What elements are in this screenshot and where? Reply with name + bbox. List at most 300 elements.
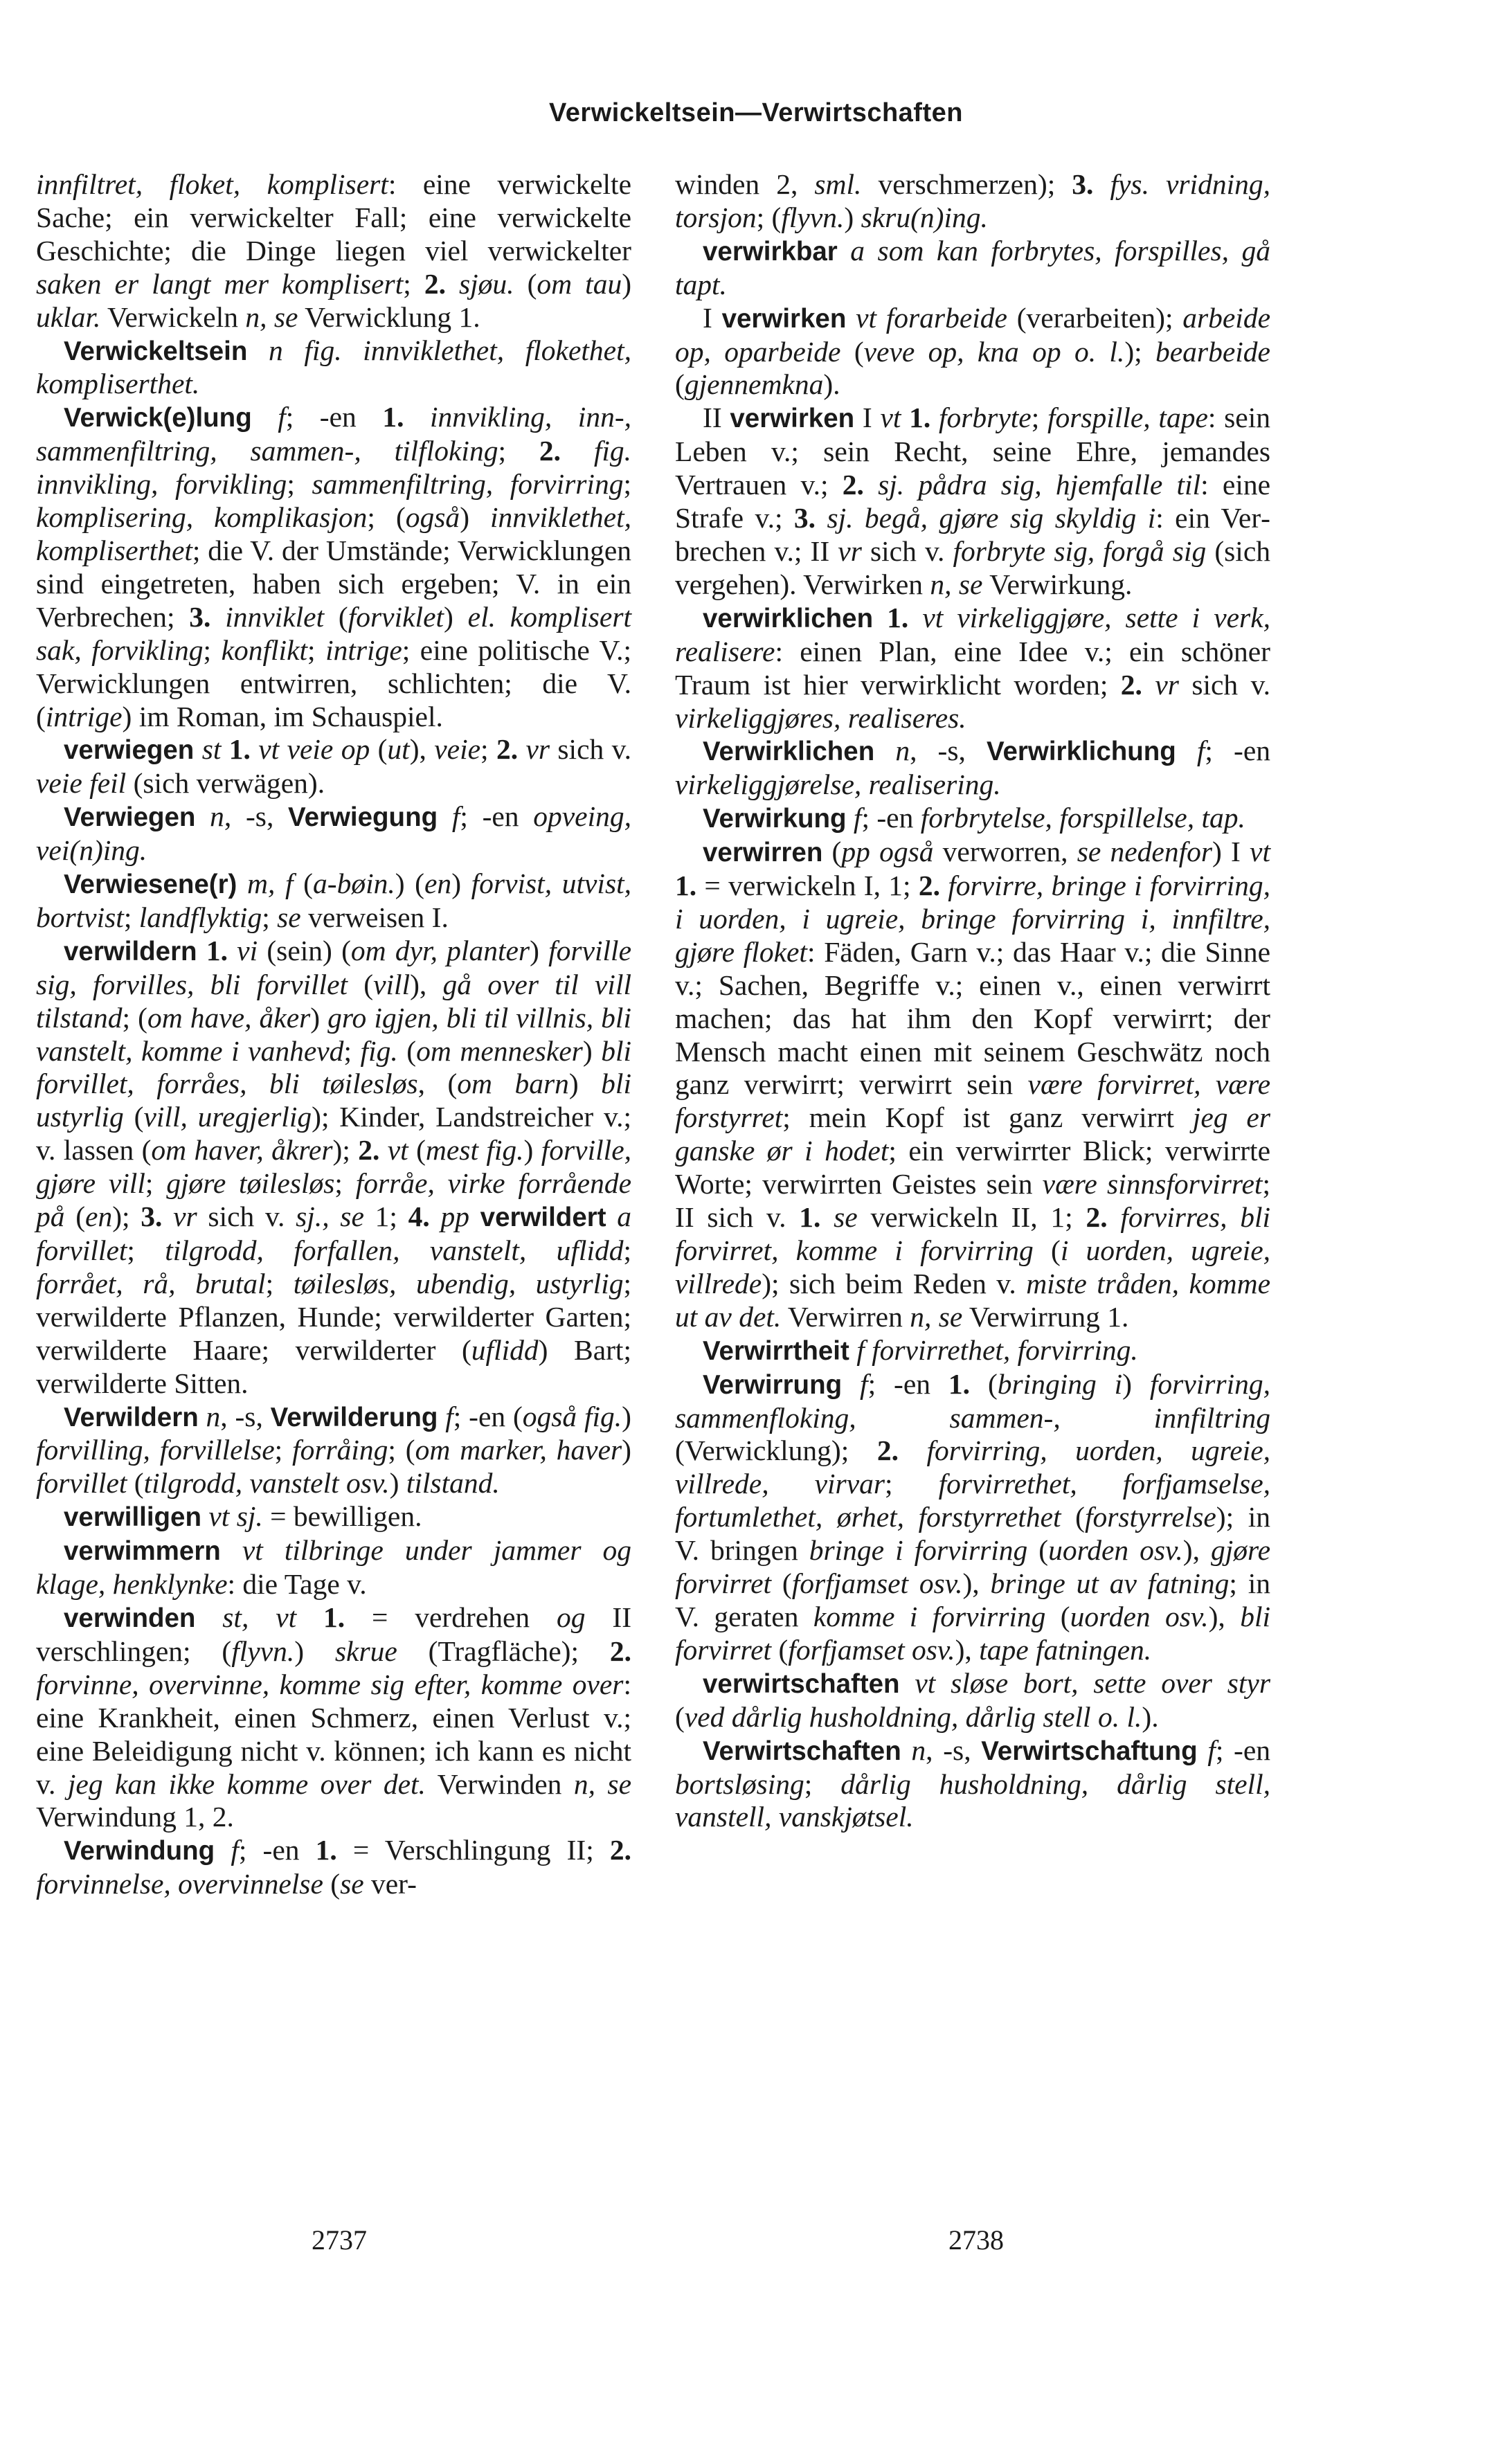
entry-text: f <box>445 1400 453 1432</box>
entry-text: n <box>206 1400 221 1432</box>
entry-text: ( <box>408 1134 426 1167</box>
entry-text <box>215 1834 231 1866</box>
entry-text: ); in V. bringen <box>675 1501 1270 1567</box>
entry-text: vr <box>838 534 862 567</box>
dictionary-entry <box>675 402 1270 601</box>
entry-text: bringing i <box>997 1367 1123 1400</box>
headword: verwiegen <box>64 735 195 766</box>
entry-text <box>430 1200 441 1232</box>
entry-text: I <box>703 301 722 334</box>
entry-text: sj., se <box>296 1200 364 1233</box>
headword: verwimmern <box>64 1536 221 1567</box>
entry-text: vr <box>1155 668 1179 701</box>
entry-text: intrige <box>325 633 402 666</box>
entry-text: 1. <box>799 1201 821 1234</box>
entry-text: ; <box>145 1167 167 1200</box>
headword: Verwirkung <box>703 804 847 834</box>
headword: Verwindung <box>64 1836 215 1866</box>
dictionary-entry <box>36 733 631 800</box>
entry-text: vill, uregjerlig <box>143 1101 312 1133</box>
entry-text: 2. <box>1120 668 1142 701</box>
entry-text <box>820 1201 834 1233</box>
entry-text: pp også <box>841 836 934 868</box>
entry-text <box>901 402 909 433</box>
dictionary-entry <box>36 334 631 402</box>
entry-text: ; <box>623 1234 632 1266</box>
entry-text: vt sj. <box>208 1500 263 1533</box>
entry-text: uorden osv. <box>1048 1534 1183 1567</box>
entry-text: 4. <box>408 1200 430 1233</box>
entry-text: sjøu. <box>459 267 514 300</box>
headword: Verwirklichen <box>703 737 875 767</box>
entry-text: ; -en <box>867 1367 948 1400</box>
entry-text: ) <box>1122 1367 1150 1400</box>
entry-text <box>197 935 206 966</box>
entry-text: = verdrehen <box>345 1601 557 1633</box>
entry-text: 2. <box>609 1834 631 1866</box>
entry-text: : Fäden, Garn v.; das Haar v.; die Sinne v.; Sachen, Begriffe v.; einen v., einen verwirrt machen; das hat ihm den Kopf verwirrt; der Mensch macht einen mit seinem Geschwätz noch ganz verwirrt; verwirrt sein <box>675 935 1270 1101</box>
left-column <box>36 168 631 1901</box>
entry-text <box>247 334 269 366</box>
entry-text: ; -en <box>285 401 383 433</box>
entry-text: uflidd <box>471 1333 539 1366</box>
entry-text <box>842 1368 860 1400</box>
entry-text: ; <box>623 468 631 501</box>
headword: Verwiegen <box>64 802 196 833</box>
entry-text: ; <box>127 1234 165 1266</box>
entry-text: forspille, tape <box>1047 402 1208 434</box>
entry-text <box>899 1434 927 1466</box>
entry-text: (Verwicklung); <box>675 1434 877 1467</box>
entry-text: ( <box>771 1567 792 1600</box>
entry-text: ; <box>498 435 539 467</box>
entry-text: Verwindung 1, 2. <box>36 1801 234 1833</box>
entry-text: : eine Krankheit, einen Schmerz, einen Verlust v.; eine Beleidigung nicht v. können; ich kann es nicht v. <box>36 1668 631 1800</box>
entry-text: ) I <box>1212 836 1250 868</box>
entry-text: vt <box>880 402 901 434</box>
entry-text: : eine Strafe v.; <box>675 469 1271 534</box>
dictionary-entry <box>36 1601 631 1834</box>
entry-text: ) <box>844 201 861 233</box>
entry-text <box>1142 669 1155 701</box>
entry-text: ) <box>451 867 471 900</box>
entry-text: jeg er ganske ør i hodet <box>675 1101 1270 1167</box>
entry-text: forfjamset osv. <box>788 1633 955 1666</box>
entry-text <box>296 1601 323 1633</box>
entry-text: vill <box>373 968 411 1000</box>
entry-text: ) Bart; verwilderte Sitten. <box>36 1333 631 1399</box>
entry-text: Verwirrung 1. <box>962 1300 1129 1333</box>
entry-text <box>404 401 430 433</box>
entry-text: ) <box>582 1034 602 1067</box>
entry-text: konflikt <box>221 633 308 666</box>
entry-text: ) <box>622 1400 631 1432</box>
entry-text: gjennemkna <box>684 368 824 401</box>
entry-text: ), <box>410 968 443 1000</box>
entry-text: tilstand. <box>406 1467 500 1500</box>
entry-text: virkeliggjøres, realiseres. <box>675 701 966 734</box>
headword: verwirken <box>730 404 855 434</box>
entry-text: forbryte <box>939 402 1032 434</box>
entry-text: forvirre, bringe i forvirring, i uorden, i ugreie, bringe forvirring i, innfiltre, gjøre floket <box>675 870 1270 968</box>
entry-text: ; <box>403 267 424 300</box>
entry-text: ; ( <box>756 201 782 233</box>
entry-text: om tau <box>537 267 622 300</box>
headword: verwirklichen <box>703 603 874 633</box>
dictionary-entry <box>36 1500 631 1534</box>
entry-text: veie <box>434 733 481 766</box>
entry-text: se <box>834 1201 858 1234</box>
entry-text <box>606 1200 618 1232</box>
entry-text: (Tragfläche); <box>397 1635 610 1667</box>
entry-text: sj. pådra sig, hjemfalle til <box>878 469 1201 501</box>
entry-text <box>816 502 827 534</box>
entry-text: a-bøin. <box>313 867 395 900</box>
dictionary-entry <box>675 802 1270 836</box>
entry-text: ) <box>460 501 491 534</box>
entry-text: f <box>451 800 460 833</box>
entry-text: tape fatningen. <box>979 1633 1152 1666</box>
entry-text: ( <box>840 335 864 368</box>
entry-text: ; <box>274 1434 293 1466</box>
entry-text: miste tråden, komme ut av det. <box>675 1267 1270 1333</box>
entry-text: ) <box>294 1635 335 1667</box>
entry-text: 2. <box>539 435 561 467</box>
entry-text: innviklet <box>225 600 325 633</box>
entry-text <box>199 1401 206 1432</box>
headword: verwirren <box>703 838 823 868</box>
entry-text: en <box>424 867 452 900</box>
entry-text: ( <box>323 1868 341 1900</box>
entry-text: fys. vridning, torsjon <box>675 168 1270 233</box>
entry-text <box>251 733 258 765</box>
entry-text: også fig. <box>522 1400 622 1432</box>
entry-text: 2. <box>609 1635 631 1667</box>
entry-text: ), <box>1208 1600 1241 1632</box>
entry-text <box>901 1734 912 1766</box>
entry-text: forviklet <box>348 600 444 633</box>
entry-text: , -s, <box>926 1734 982 1766</box>
entry-text: 1; <box>363 1200 408 1233</box>
entry-text: sich v. <box>861 534 953 567</box>
entry-text: uorden osv. <box>1070 1600 1209 1632</box>
entry-text <box>838 235 851 267</box>
entry-text <box>1176 735 1197 766</box>
entry-text: saken er langt mer komplisert <box>36 267 404 300</box>
entry-text: , -s, <box>910 735 987 767</box>
entry-text: n, se <box>245 300 298 333</box>
entry-text: dårlig husholdning, dårlig stell, vanstell, vanskjøtsel. <box>675 1767 1270 1833</box>
entry-text: ; -en <box>238 1834 316 1866</box>
entry-text: ; -en <box>1215 1734 1271 1766</box>
entry-text: ), <box>1182 1534 1211 1567</box>
entry-text: m, f <box>247 867 294 900</box>
entry-text <box>873 602 887 633</box>
entry-text: se <box>277 901 301 933</box>
entry-text: bortsløsing <box>675 1767 804 1800</box>
dictionary-entry <box>36 401 631 733</box>
entry-text: vt forarbeide <box>856 301 1007 334</box>
page-number-right: 2738 <box>948 2224 1004 2256</box>
entry-text: 1. <box>675 870 697 902</box>
entry-text: el. komplisert sak, forvikling <box>36 600 632 666</box>
entry-text: tilgrodd, vanstelt osv. <box>143 1467 390 1500</box>
dictionary-entry <box>36 1834 631 1901</box>
entry-text: verschmerzen); <box>861 168 1072 200</box>
entry-text: ved dårlig husholdning, dårlig stell o. l. <box>684 1700 1142 1733</box>
entry-text: vt <box>387 1134 408 1167</box>
entry-text: n <box>895 735 910 767</box>
entry-text: ; <box>480 733 496 766</box>
entry-text: landflyktig <box>138 901 262 933</box>
entry-text: komplisering, komplikasjon <box>36 501 368 534</box>
entry-text <box>228 935 237 966</box>
entry-text: ; <box>265 1267 294 1299</box>
entry-text <box>194 733 201 765</box>
entry-text: 1. <box>228 733 251 766</box>
dictionary-entry <box>36 800 631 867</box>
entry-text <box>846 302 856 334</box>
entry-text: Verwirren <box>781 1300 910 1333</box>
entry-text: bringe i forvirring <box>809 1534 1028 1567</box>
entry-text: ; <box>262 901 278 933</box>
entry-text: ( <box>1027 1534 1049 1567</box>
entry-text: skrue <box>334 1635 397 1667</box>
headword: Verwirtschaftung <box>981 1736 1198 1766</box>
entry-text <box>930 402 939 433</box>
entry-text: forbryte sig, forgå sig <box>953 534 1207 567</box>
entry-text: virkeliggjørelse, realisering. <box>675 768 1001 801</box>
dictionary-entry <box>36 1534 631 1601</box>
headword: verwinden <box>64 1603 196 1633</box>
entry-text: ( <box>348 968 374 1000</box>
dictionary-entry <box>36 1401 631 1501</box>
entry-text: ; -en <box>1205 735 1271 767</box>
entry-text: forvinnelse, overvinnelse <box>36 1868 323 1900</box>
dictionary-entry <box>675 1667 1270 1734</box>
entry-text <box>237 867 247 899</box>
entry-text: ) ( <box>395 867 425 900</box>
entry-text: n fig. innviklethet, flokethet, kompliserthet. <box>36 334 631 400</box>
entry-text: forvirres, bli forvirret, komme i forvirring <box>675 1201 1271 1266</box>
entry-text: forvilling, forvillelse <box>36 1434 275 1466</box>
entry-text <box>1093 168 1110 200</box>
entry-text <box>469 1200 480 1232</box>
entry-text: a som kan forbrytes, forspilles, gå tapt. <box>675 234 1270 300</box>
entry-text: 1. <box>382 401 404 433</box>
entry-text: ; <box>804 1767 841 1800</box>
entry-text: skru(n)ing. <box>861 201 988 233</box>
entry-text: bearbeide <box>1155 335 1270 368</box>
entry-text: forvillet <box>36 1467 127 1500</box>
entry-text: forvirring, uorden, ugreie, villrede, virvar <box>675 1434 1271 1500</box>
entry-text: ( <box>675 368 685 401</box>
entry-text: ( <box>1061 1501 1085 1533</box>
headword: verwirtschaften <box>703 1668 900 1699</box>
entry-text: uklar. <box>36 300 101 333</box>
entry-text: ; <box>1031 402 1047 434</box>
entry-text: ( <box>324 600 348 633</box>
headword: Verwiegung <box>288 802 438 833</box>
entry-text: ( <box>123 1101 144 1133</box>
entry-text: ; <box>123 901 139 933</box>
entry-text: ) im Roman, im Schauspiel. <box>122 700 443 732</box>
dictionary-entry <box>675 735 1270 802</box>
headword: verwirkbar <box>703 236 838 267</box>
entry-text: ; <box>343 1034 361 1067</box>
entry-text: 3. <box>793 502 816 534</box>
entry-text: : sein Leben v.; sein Recht, seine Ehre, jemandes Vertrauen v.; <box>675 402 1270 501</box>
entry-text <box>900 1667 915 1699</box>
entry-text: verworren, <box>933 836 1077 868</box>
entry-text: intrige <box>45 700 123 732</box>
entry-text: veve op, kna op o. l. <box>863 335 1125 368</box>
entry-text: innfiltret, floket, komplisert <box>36 168 388 200</box>
entry-text: 2. <box>358 1134 380 1167</box>
entry-text <box>221 1534 242 1566</box>
entry-text: ; -en <box>460 800 534 833</box>
entry-text: Verwirkung. <box>982 568 1133 600</box>
entry-text: , -s, <box>220 1400 271 1432</box>
entry-text <box>195 800 210 832</box>
entry-text: 1. <box>323 1601 345 1633</box>
entry-text: ( <box>675 1700 685 1733</box>
entry-text: forville sig, forvilles, bli forvillet <box>36 934 632 1000</box>
entry-text: f <box>853 802 862 834</box>
entry-text <box>847 802 854 834</box>
entry-text: opveing, vei(n)ing. <box>36 800 632 867</box>
entry-text: vt sløse bort, sette over styr <box>915 1666 1270 1699</box>
entry-text: 3. <box>1072 168 1094 200</box>
entry-text: bli ustyrlig <box>36 1068 631 1133</box>
entry-text: st, vt <box>222 1601 297 1633</box>
dictionary-entry <box>675 836 1270 1334</box>
entry-text: n, se <box>573 1767 631 1800</box>
entry-text: forrået, rå, brutal <box>36 1267 266 1299</box>
entry-text: være sinnsforvirret <box>1042 1168 1263 1200</box>
entry-text: forville, gjøre vill <box>36 1134 631 1200</box>
entry-text <box>221 733 228 765</box>
entry-text: ), <box>409 733 435 766</box>
entry-text: = bewilligen. <box>262 1500 422 1533</box>
entry-text: 2. <box>496 733 519 766</box>
entry-text: ( <box>127 1467 144 1500</box>
entry-text: 2. <box>918 870 940 902</box>
entry-text: flyvn. <box>231 1635 295 1667</box>
entry-text: en <box>85 1200 113 1233</box>
headword: verwilligen <box>64 1502 201 1533</box>
entry-text: ; mein Kopf ist ganz verwirrt <box>782 1101 1193 1134</box>
entry-text: sich v. <box>197 1200 296 1233</box>
entry-text: : einen Plan, eine Idee v.; ein schöner Traum ist hier verwirklicht worden; <box>675 635 1270 701</box>
entry-text: bringe ut av fatning <box>990 1567 1230 1600</box>
entry-text: gå over til vill tilstand <box>36 968 632 1034</box>
entry-text: ) <box>444 600 468 633</box>
entry-text: forråe, virke forrående på <box>36 1167 632 1233</box>
entry-text: og <box>557 1601 586 1633</box>
entry-text <box>438 1401 445 1432</box>
entry-text: innvikling, inn-, sammenfiltring, sammen-, tilfloking <box>36 401 632 467</box>
entry-text: ; ( <box>388 1434 415 1466</box>
entry-text: (sich verwägen). <box>126 767 325 800</box>
entry-text: ; in V. geraten <box>675 1567 1270 1632</box>
dictionary-entry <box>675 302 1270 402</box>
entry-text: ) <box>523 1134 541 1167</box>
entry-text: ; eine politische V.; Verwicklungen entwirren, schlichten; die V. ( <box>36 633 632 732</box>
entry-text: 2. <box>842 469 864 501</box>
entry-text: se nedenfor <box>1077 836 1213 868</box>
entry-text <box>195 1601 222 1633</box>
entry-text: ( <box>970 1367 998 1400</box>
entry-text: tilgrodd, forfallen, vanstelt, uflidd <box>165 1234 624 1266</box>
entry-text: pp <box>440 1200 469 1233</box>
entry-text: 3. <box>189 600 211 633</box>
entry-text <box>438 800 452 832</box>
entry-text: forvist, utvist, bortvist <box>36 867 631 933</box>
entry-text: (sich vergehen). Verwirken <box>675 534 1271 600</box>
entry-text <box>210 601 225 633</box>
headword: Verwiesene(r) <box>64 870 237 900</box>
entry-text: 3. <box>141 1200 163 1233</box>
entry-text: tøilesløs, ubendig, ustyrlig <box>293 1267 624 1299</box>
entry-text: ) <box>530 934 549 966</box>
entry-text: vt <box>1250 836 1270 868</box>
entry-text: ) <box>310 1001 328 1034</box>
entry-text: vr <box>173 1200 197 1233</box>
entry-text: også <box>405 501 460 534</box>
entry-text: f <box>278 401 286 433</box>
entry-text: forråing <box>292 1434 388 1466</box>
entry-text: om have, åker <box>147 1001 311 1034</box>
entry-text: ; verwilderte Pflanzen, Hunde; verwilderter Garten; verwilderte Haare; verwilderter ( <box>36 1267 632 1366</box>
entry-text: ; ( <box>367 501 406 534</box>
entry-text <box>162 1200 173 1232</box>
headword: verwildert <box>480 1203 606 1233</box>
entry-text: forvirrethet, forfjamselse, fortumlethet, ørhet, forstyrrethet <box>675 1468 1270 1533</box>
entry-text: ), <box>955 1633 980 1666</box>
entry-text: ( <box>370 733 388 766</box>
entry-text: I <box>854 402 881 434</box>
entry-text: gjøre forvirret <box>675 1534 1270 1600</box>
entry-text: (verarbeiten); <box>1007 301 1183 334</box>
entry-text: ( <box>514 267 537 300</box>
entry-text: forbrytelse, forspillelse, tap. <box>920 802 1245 834</box>
entry-text: ); Kinder, Landstreicher v.; v. lassen ( <box>36 1101 631 1167</box>
entry-text: 1. <box>948 1367 971 1400</box>
entry-text <box>940 870 948 901</box>
entry-text: ; -en <box>861 802 921 834</box>
entry-text: fig. innvikling, forvikling <box>36 435 632 501</box>
entry-text: : ein Verbrechen v.; II <box>675 502 1270 567</box>
entry-text <box>874 735 895 766</box>
entry-text: i uorden, ugreie, villrede <box>675 1234 1270 1299</box>
entry-text: II <box>703 402 730 434</box>
entry-text <box>518 733 525 765</box>
entry-text: ; <box>287 468 312 501</box>
entry-text: ). <box>1142 1700 1159 1733</box>
entry-text: ; die V. der Umstände; Verwicklungen sind eingetreten, haben sich ergeben; V. in ein Verbrechen; <box>36 534 631 633</box>
dictionary-entry <box>675 1734 1270 1835</box>
headword: Verwick(e)lung <box>64 403 252 433</box>
dictionary-entry <box>36 168 631 334</box>
entry-text: ); sich beim Reden v. <box>762 1267 1027 1299</box>
headword: Verwirklichung <box>986 737 1176 767</box>
entry-text <box>849 1334 856 1366</box>
entry-text: gro igjen, bli til villnis, bli vanstelt, komme i vanhevd <box>36 1001 631 1067</box>
headword: Verwirrtheit <box>703 1335 849 1366</box>
entry-text: ; <box>307 633 326 666</box>
entry-text: flyvn. <box>781 201 845 233</box>
